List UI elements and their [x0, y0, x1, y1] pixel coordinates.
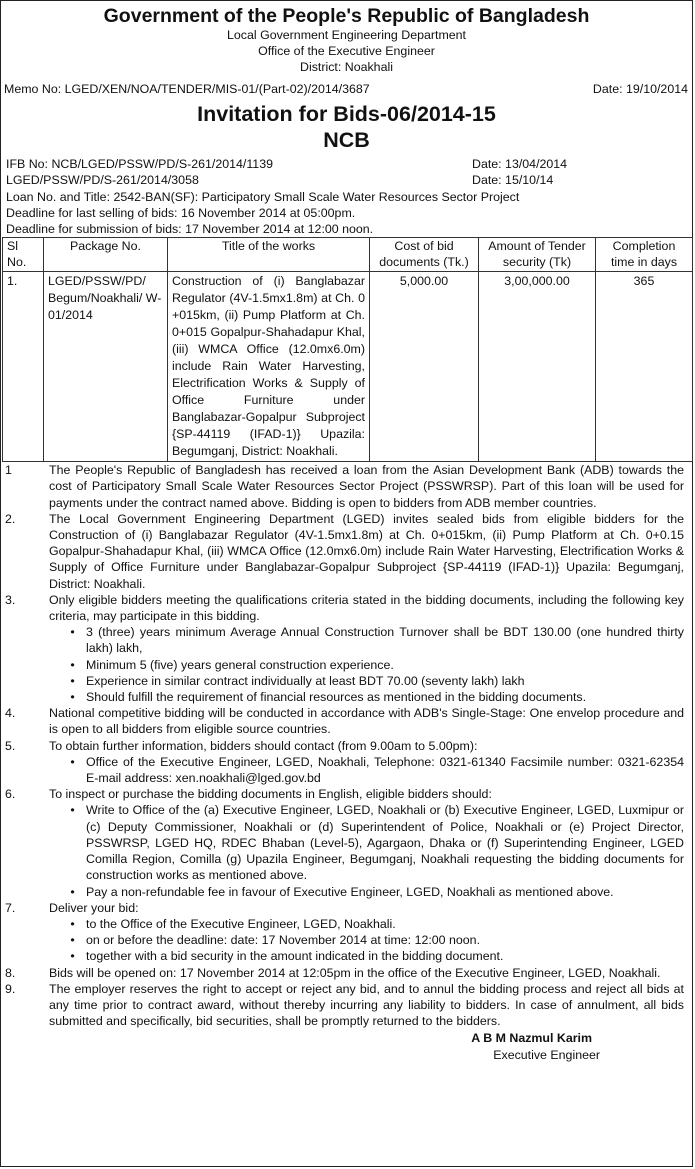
clause-text: The People's Republic of Bangladesh has received a loan from the Asian Development Bank (ADB) towards the cost of Participatory Small Scale Water Resources Sector Project (PSSWRSP). Part of this loan will be used for payments under the contract named above. Bidding is open to bidders from ADB member countries. [49, 463, 684, 510]
cell-sl: 1. [3, 272, 44, 462]
signature-block [1, 1030, 692, 1062]
table-header-row [3, 238, 693, 272]
list-item: • 3 (three) years minimum Average Annual Construction Turnover shall be BDT 130.00 (one hundred thirty lakh) lakh, [49, 624, 684, 656]
clause-number: 8. [5, 965, 16, 980]
clause-5 [1, 738, 692, 787]
list-item: • Experience in similar contract individually at least BDT 70.00 (seventy lakh) lakh [49, 673, 684, 689]
clause-text: To obtain further information, bidders should contact (from 9.00am to 5.00pm): [49, 738, 478, 753]
office-name: Office of the Executive Engineer [258, 44, 435, 58]
clause-text: Deliver your bid: [49, 900, 139, 915]
clause-text: Bids will be opened on: 17 November 2014 at 12:05pm in the office of the Executive Engineer, LGED, Noakhali. [49, 965, 661, 980]
clause-number: 2. [5, 511, 16, 526]
bullet-icon: • [70, 625, 75, 640]
bullet-icon: • [70, 884, 75, 899]
memo-row [1, 81, 692, 97]
clause-1 [1, 462, 692, 511]
signatory-name: A B M Nazmul Karim [471, 1031, 592, 1046]
bullet-icon: • [70, 949, 75, 964]
col-header-sl: Sl No. [3, 238, 44, 272]
col-header-title: Title of the works [168, 238, 370, 272]
reference-number: LGED/PSSW/PD/S-261/2014/3058 [6, 173, 199, 188]
clause-text: To inspect or purchase the bidding documents in English, eligible bidders should: [49, 787, 492, 802]
table-row [3, 272, 693, 462]
clause-number: 1 [5, 463, 12, 478]
clause-7 [1, 900, 692, 965]
list-item: • on or before the deadline: date: 17 November 2014 at time: 12:00 noon. [49, 932, 684, 948]
bullet-icon: • [70, 754, 75, 769]
clause-6 [1, 786, 692, 899]
bullet-icon: • [70, 933, 75, 948]
clause-9 [1, 981, 692, 1030]
deadline-submission: Deadline for submission of bids: 17 November 2014 at 12:00 noon. [6, 222, 374, 237]
reference-date: Date: 15/10/14 [472, 173, 554, 188]
district-name: District: Noakhali [300, 60, 393, 74]
clause-text: National competitive bidding will be conducted in accordance with ADB's Single-Stage: One envelop procedure and is open to all bidders from eligible source countries. [49, 706, 684, 737]
bullet-icon: • [70, 673, 75, 688]
deadline-selling: Deadline for last selling of bids: 16 November 2014 at 05:00pm. [6, 205, 356, 220]
clauses [1, 462, 692, 1029]
bid-info [1, 156, 692, 237]
loan-title: Loan No. and Title: 2542-BAN(SF): Participatory Small Scale Water Resources Sector Project [6, 189, 520, 204]
clause-8 [1, 965, 692, 981]
clause-4 [1, 705, 692, 737]
bullet-icon: • [70, 803, 75, 818]
department-name: Local Government Engineering Department [227, 28, 466, 42]
list-item: • Pay a non-refundable fee in favour of Executive Engineer, LGED, Noakhali as mentioned above. [49, 884, 684, 900]
list-item: • Write to Office of the (a) Executive Engineer, LGED, Noakhali or (b) Executive Engineer, LGED, Luxmipur or (c) Deputy Commissioner, Noakhali or (d) Superintendent of Police, Noakhali or (e) Project Director, PSSWRSP, LGED HQ, RDEC Bhaban (Level-5), Agargaon, Dhaka or (f) Superintending Engineer, LGED Comilla Region, Comilla (g) Upazila Engineer, Begumganj, Noakhali requesting the bidding documents for construction works as mentioned above. [49, 802, 684, 883]
cell-completion: 365 [596, 272, 693, 462]
clause-number: 5. [5, 738, 16, 753]
memo-number: Memo No: LGED/XEN/NOA/TENDER/MIS-01/(Part-02)/2014/3687 [4, 82, 370, 96]
notice-subtitle: NCB [323, 128, 370, 153]
ifb-number: IFB No: NCB/LGED/PSSW/PD/S-261/2014/1139 [6, 157, 273, 172]
bullet-icon: • [70, 657, 75, 672]
notice-title: Invitation for Bids-06/2014-15 [197, 102, 496, 127]
clause-number: 7. [5, 900, 16, 915]
cell-title: Construction of (i) Banglabazar Regulator (4V-1.5mx1.8m) at Ch. 0 +015km, (ii) Pump Platform at Ch. 0+015 Gopalpur-Shahadapur Khal, (iii) WMCA Office (12.0mx6.0m) include Rain Water Harvesting, Electrification Works & Supply of Office Furniture under Banglabazar-Gopalpur Subproject {SP-44119 (IFAD-1)} Upazila: Begumganj, District: Noakhali. [168, 272, 370, 462]
bid-table [2, 237, 693, 462]
clause-2 [1, 511, 692, 592]
clause-number: 9. [5, 981, 16, 996]
list-item: • Office of the Executive Engineer, LGED, Noakhali, Telephone: 0321-61340 Facsimile number: 0321-62354 E-mail address: xen.noakhali@lged.gov.bd [49, 754, 684, 786]
cell-security: 3,00,000.00 [479, 272, 596, 462]
clause-number: 3. [5, 592, 16, 607]
clause-number: 6. [5, 787, 16, 802]
government-heading: Government of the People's Republic of Bangladesh [103, 5, 590, 27]
list-item: • Should fulfill the requirement of financial resources as mentioned in the bidding documents. [49, 689, 684, 705]
signatory-designation: Executive Engineer [493, 1047, 600, 1062]
bullet-icon: • [70, 690, 75, 705]
ifb-date: Date: 13/04/2014 [472, 157, 568, 172]
cell-package: LGED/PSSW/PD/ Begum/Noakhali/ W-01/2014 [44, 272, 168, 462]
clause-text: Only eligible bidders meeting the qualifications criteria stated in the bidding documents, including the following key criteria, may participate in this bidding. [49, 592, 684, 624]
memo-date: Date: 19/10/2014 [592, 82, 688, 96]
list-item: • together with a bid security in the amount indicated in the bidding document. [49, 948, 684, 964]
clause-3 [1, 592, 692, 705]
bullet-icon: • [70, 916, 75, 931]
list-item: • to the Office of the Executive Engineer, LGED, Noakhali. [49, 916, 684, 932]
cell-cost: 5,000.00 [370, 272, 479, 462]
col-header-completion: Completion time in days [596, 238, 693, 272]
clause-text: The employer reserves the right to accept or reject any bid, and to annul the bidding process and reject all bids at any time prior to contract award, without thereby incurring any liability to bidders. In case of annulment, all bids submitted and specifically, bid securities, shall be promptly returned to the bidders. [49, 981, 684, 1029]
list-item: • Minimum 5 (five) years general construction experience. [49, 657, 684, 673]
clause-number: 4. [5, 706, 16, 721]
col-header-cost: Cost of bid documents (Tk.) [370, 238, 479, 272]
col-header-security: Amount of Tender security (Tk) [479, 238, 596, 272]
col-header-package: Package No. [44, 238, 168, 272]
clause-text: The Local Government Engineering Department (LGED) invites sealed bids from eligible bidders for the Construction of (i) Banglabazar Regulator (4V-1.5mx1.8m) at Ch. 0+015km, (ii) Pump Platform at Ch. 0+0.15 Gopalpur-Shahadapur Khal, (iii) WMCA Office (12.0mx6.0m) include Rain Water Harvesting, Electrification Works & Supply of Office Furniture under Banglabazar-Gopalpur Subproject {SP-44119 (IFAD-1)} Upazila: Begumganj, District: Noakhali. [49, 511, 684, 591]
